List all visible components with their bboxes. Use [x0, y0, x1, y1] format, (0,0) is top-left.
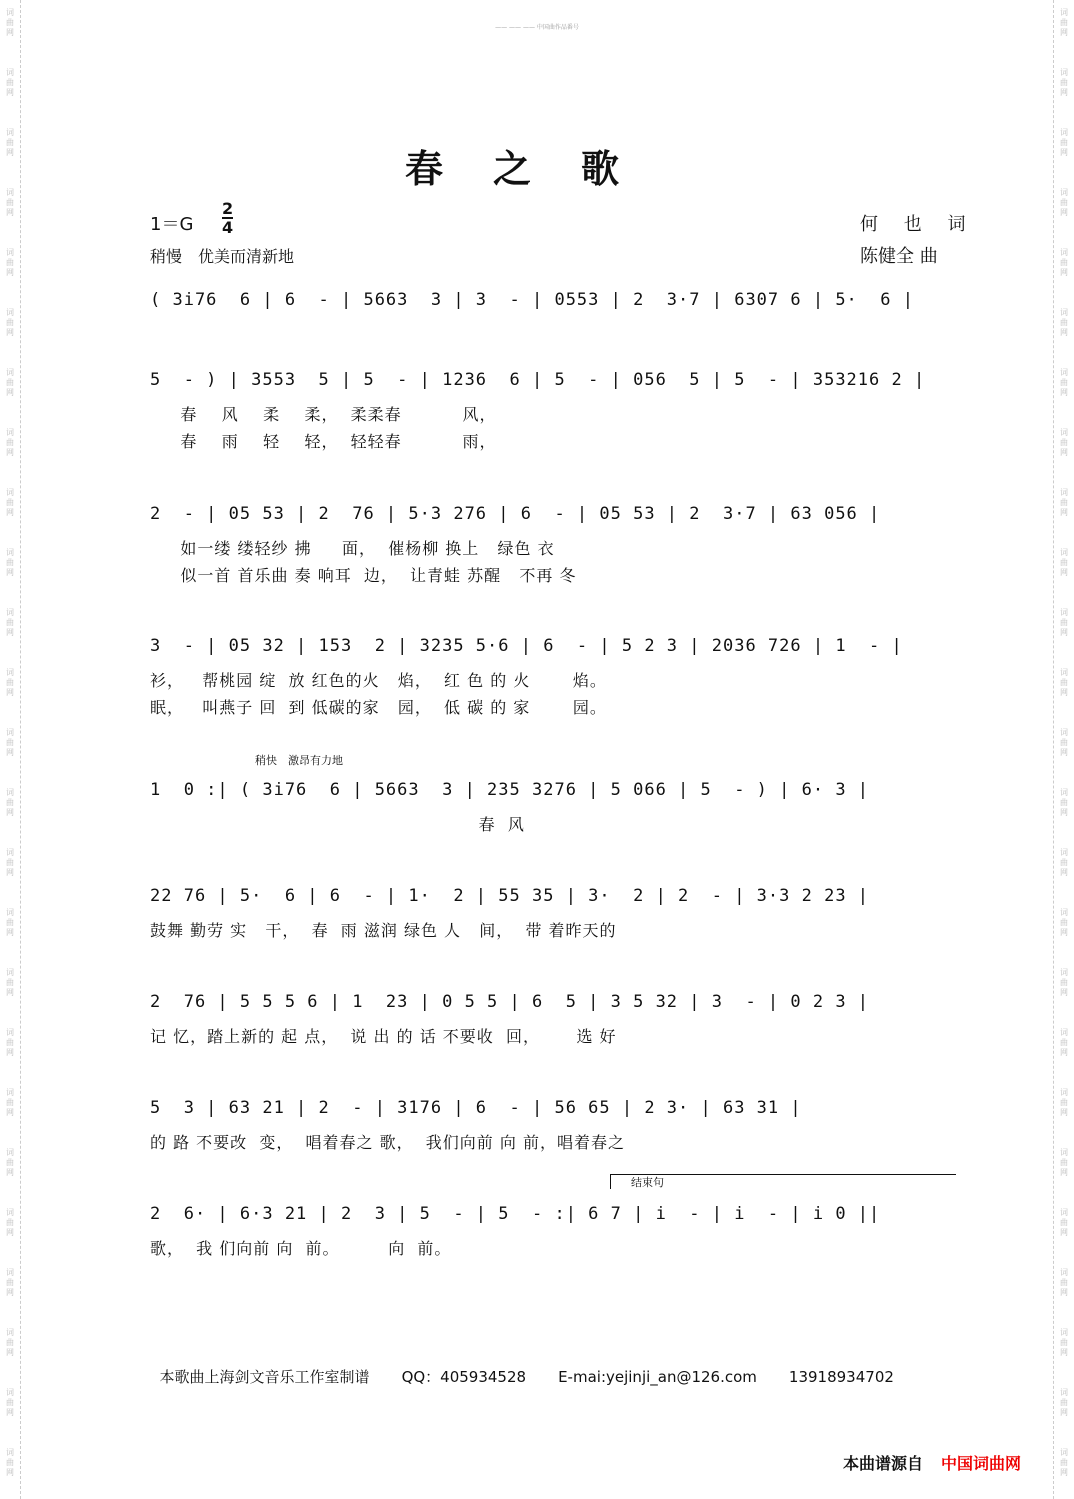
ending-label: 结束句 — [631, 1176, 664, 1189]
time-sig-denominator: 4 — [222, 218, 234, 237]
time-signature — [222, 200, 233, 236]
notation-line: 5 3 | 63 21 | 2 - | 3176 | 6 - | 56 65 | 2 3· | 63 31 | — [150, 1098, 802, 1118]
lyric-line: 记 忆，踏上新的 起 点， 说 出 的 话 不要收 回， 选 好 — [150, 1027, 617, 1046]
tempo-change-mark: 稍快 激昂有力地 — [255, 754, 343, 767]
watermark-text: 词曲网 — [1060, 848, 1068, 877]
lyric-line: 的 路 不要改 变， 唱着春之 歌， 我们向前 向 前，唱着春之 — [150, 1133, 625, 1152]
notation-line: 2 - | 05 53 | 2 76 | 5·3 276 | 6 - | 05 53 | 2 3·7 | 63 056 | — [150, 504, 881, 524]
watermark-text: 词曲网 — [1060, 1448, 1068, 1477]
right-watermark-strip — [1053, 0, 1074, 1499]
notation-line: 2 6· | 6·3 21 | 2 3 | 5 - | 5 - :| 6 7 | i - | i - | i 0 || — [150, 1204, 881, 1224]
watermark-text: 词曲网 — [6, 1328, 14, 1357]
qq-contact: QQ：405934528 — [401, 1368, 527, 1386]
watermark-text: 词曲网 — [6, 1388, 14, 1417]
lyric-line: 鼓舞 勤劳 实 干， 春 雨 滋润 绿色 人 间， 带 着昨天的 — [150, 921, 617, 940]
watermark-text: 词曲网 — [1060, 1148, 1068, 1177]
watermark-text: 词曲网 — [1060, 668, 1068, 697]
email-contact: E-mai:yejinji_an@126.com — [558, 1368, 757, 1386]
lyricist: 何 也 词 — [860, 214, 976, 235]
watermark-text: 词曲网 — [1060, 788, 1068, 817]
watermark-text: 词曲网 — [6, 488, 14, 517]
watermark-text: 词曲网 — [6, 1028, 14, 1057]
watermark-text: 词曲网 — [6, 1448, 14, 1477]
lyric-line: 歌， 我 们向前 向 前。 向 前。 — [150, 1239, 452, 1258]
notation-line: 22 76 | 5· 6 | 6 - | 1· 2 | 55 35 | 3· 2 | 2 - | 3·3 2 23 | — [150, 886, 870, 906]
watermark-text: 词曲网 — [6, 368, 14, 397]
watermark-text: 词曲网 — [6, 668, 14, 697]
notation-line: ( 3i76 6 | 6 - | 5663 3 | 3 - | 0553 | 2 3·7 | 6307 6 | 5· 6 | — [150, 290, 914, 310]
watermark-text: 词曲网 — [1060, 728, 1068, 757]
watermark-text: 词曲网 — [6, 68, 14, 97]
watermark-text: 词曲网 — [1060, 8, 1068, 37]
watermark-text: 词曲网 — [6, 1148, 14, 1177]
watermark-text: 词曲网 — [1060, 428, 1068, 457]
watermark-text: 词曲网 — [1060, 368, 1068, 397]
watermark-text: 词曲网 — [6, 428, 14, 457]
watermark-text: 词曲网 — [1060, 1328, 1068, 1357]
lyric-line: 春 风 — [150, 815, 525, 834]
watermark-text: 词曲网 — [1060, 968, 1068, 997]
lyric-line: 春 雨 轻 轻， 轻轻春 雨， — [150, 432, 497, 451]
source-credit — [843, 1451, 1021, 1474]
watermark-text: 词曲网 — [6, 608, 14, 637]
notation-line: 2 76 | 5 5 5 6 | 1 23 | 0 5 5 | 6 5 | 3 5 32 | 3 - | 0 2 3 | — [150, 992, 870, 1012]
watermark-text: 词曲网 — [6, 1268, 14, 1297]
phone-contact: 13918934702 — [788, 1368, 894, 1386]
source-brand[interactable]: 中国词曲网 — [941, 1454, 1022, 1473]
lyric-line: 眠， 叫燕子 回 到 低碳的家 园， 低 碳 的 家 园。 — [150, 698, 607, 717]
watermark-text: 词曲网 — [1060, 908, 1068, 937]
notation-line: 5 - ) | 3553 5 | 5 - | 1236 6 | 5 - | 056 5 | 5 - | 353216 2 | — [150, 370, 926, 390]
watermark-text: 词曲网 — [1060, 128, 1068, 157]
watermark-text: 词曲网 — [6, 188, 14, 217]
composer: 陈健全 曲 — [860, 246, 938, 267]
watermark-text: 词曲网 — [6, 248, 14, 277]
watermark-text: 词曲网 — [6, 548, 14, 577]
tempo-marking: 稍慢 优美而清新地 — [150, 247, 295, 266]
watermark-text: 词曲网 — [6, 8, 14, 37]
watermark-text: 词曲网 — [6, 968, 14, 997]
watermark-text: 词曲网 — [1060, 488, 1068, 517]
watermark-text: 词曲网 — [6, 1208, 14, 1237]
watermark-text: 词曲网 — [6, 1088, 14, 1117]
watermark-text: 词曲网 — [1060, 1208, 1068, 1237]
watermark-text: 词曲网 — [6, 788, 14, 817]
left-watermark-strip — [0, 0, 21, 1499]
time-sig-numerator: 2 — [222, 199, 234, 218]
watermark-text: 词曲网 — [1060, 1388, 1068, 1417]
watermark-text: 词曲网 — [1060, 608, 1068, 637]
studio-credit: 本歌曲上海剑文音乐工作室制谱 — [159, 1368, 370, 1386]
song-title: 春之歌 — [404, 146, 669, 191]
watermark-text: 词曲网 — [6, 128, 14, 157]
watermark-text: 词曲网 — [6, 728, 14, 757]
lyric-line: 衫， 帮桃园 绽 放 红色的火 焰， 红 色 的 火 焰。 — [150, 671, 607, 690]
watermark-text: 词曲网 — [6, 908, 14, 937]
notation-line: 1 0 :| ( 3i76 6 | 5663 3 | 235 3276 | 5 066 | 5 - ) | 6· 3 | — [150, 780, 870, 800]
watermark-text: 词曲网 — [1060, 1268, 1068, 1297]
watermark-text: 词曲网 — [1060, 548, 1068, 577]
key-signature: 1＝G — [150, 214, 194, 235]
watermark-text: 词曲网 — [6, 308, 14, 337]
watermark-text: 词曲网 — [1060, 68, 1068, 97]
watermark-text: 词曲网 — [1060, 1088, 1068, 1117]
watermark-text: 词曲网 — [1060, 308, 1068, 337]
top-note: —— —— —— 中国曲作品番号 — [495, 24, 579, 31]
ending-bracket — [610, 1174, 956, 1189]
watermark-text: 词曲网 — [1060, 248, 1068, 277]
source-label: 本曲谱源自 — [843, 1454, 924, 1473]
watermark-text: 词曲网 — [1060, 1028, 1068, 1057]
notation-line: 3 - | 05 32 | 153 2 | 3235 5·6 | 6 - | 5 2 3 | 2036 726 | 1 - | — [150, 636, 903, 656]
footer — [150, 1348, 926, 1387]
watermark-text: 词曲网 — [1060, 188, 1068, 217]
lyric-line: 如一缕 缕轻纱 拂 面， 催杨柳 换上 绿色 衣 — [150, 539, 555, 558]
lyric-line: 似一首 首乐曲 奏 响耳 边， 让青蛙 苏醒 不再 冬 — [150, 566, 577, 585]
lyric-line: 春 风 柔 柔， 柔柔春 风， — [150, 405, 497, 424]
watermark-text: 词曲网 — [6, 848, 14, 877]
